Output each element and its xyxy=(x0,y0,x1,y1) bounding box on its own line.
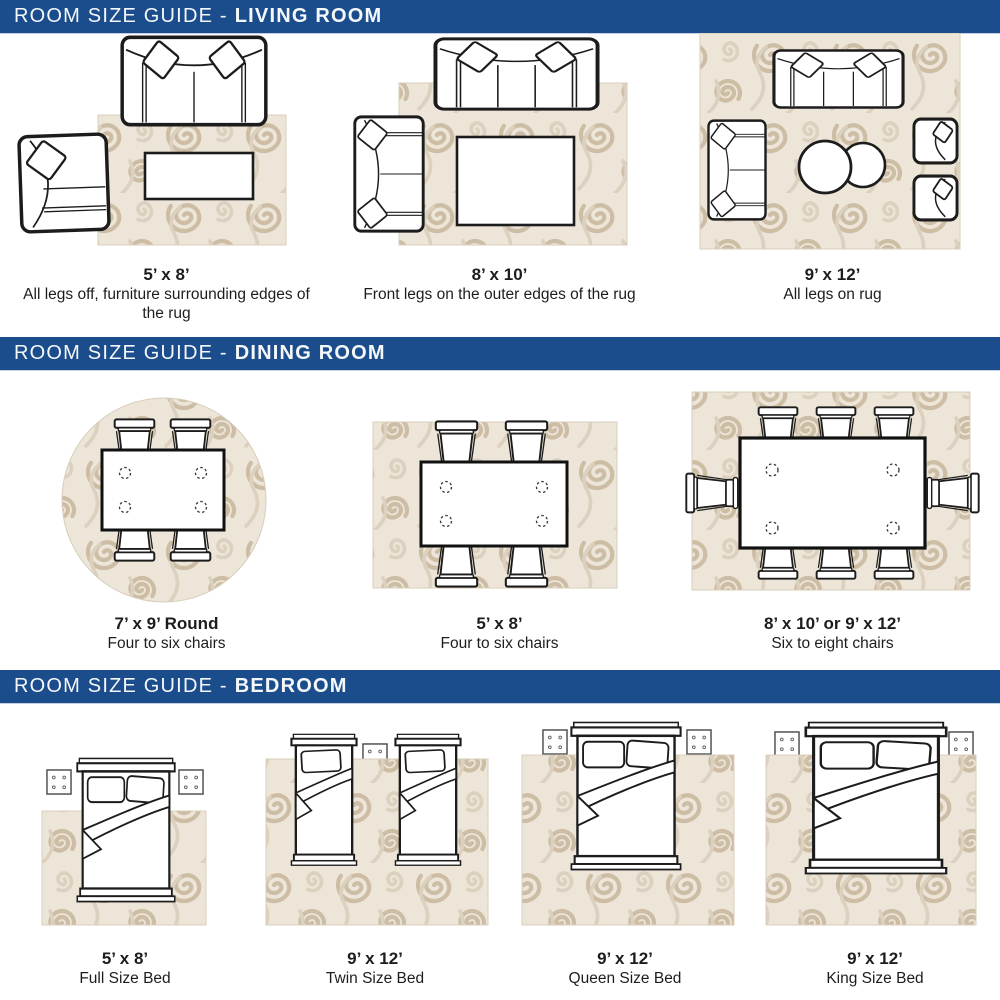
living-room-9x12-illustration xyxy=(666,33,999,261)
header-room-name: DINING ROOM xyxy=(234,342,386,364)
diagram-bedroom-twin xyxy=(250,703,500,988)
diagram-bedroom-full xyxy=(0,703,250,988)
twin-bed xyxy=(395,734,460,865)
dining-chair xyxy=(686,474,737,513)
armchair xyxy=(19,134,109,232)
armchair xyxy=(914,119,957,163)
dining-table xyxy=(102,450,224,530)
caption xyxy=(826,948,923,988)
rug-size-description: Four to six chairs xyxy=(107,635,226,652)
nightstand xyxy=(775,732,799,756)
dining-5x8-illustration xyxy=(333,370,666,610)
sofa xyxy=(122,37,266,124)
caption xyxy=(326,948,424,988)
rug-size-label: 9’ x 12’ xyxy=(847,949,903,968)
diagram-dining-7x9-round xyxy=(0,370,333,653)
caption xyxy=(440,613,558,653)
diagram-dining-5x8 xyxy=(333,370,666,653)
dining-room-header-bar xyxy=(0,337,1000,370)
rug-size-description: Queen Size Bed xyxy=(568,970,682,987)
rug-size-description: Four to six chairs xyxy=(440,635,559,652)
section-bedroom xyxy=(0,670,1000,988)
rug-size-description: Front legs on the outer edges of the rug xyxy=(363,286,636,303)
bedroom-king-illustration xyxy=(750,703,1000,945)
caption xyxy=(79,948,170,988)
rug-size-description: Full Size Bed xyxy=(79,970,171,987)
rug-size-description: Six to eight chairs xyxy=(771,635,894,652)
dining-table xyxy=(421,462,567,546)
rug-size-description: All legs on rug xyxy=(783,286,882,303)
caption xyxy=(21,264,313,323)
rug-size-label: 5’ x 8’ xyxy=(101,949,149,968)
diagram-living-room-9x12 xyxy=(666,33,999,304)
rug-size-label: 8’ x 10’ xyxy=(471,265,528,284)
nightstand xyxy=(543,730,567,754)
rug-size-description: King Size Bed xyxy=(826,970,924,987)
dining-room-diagrams-row xyxy=(0,370,1000,653)
caption xyxy=(783,264,881,304)
header-prefix: ROOM SIZE GUIDE - xyxy=(14,675,228,697)
twin-bed xyxy=(291,734,356,865)
bedroom-twin-illustration xyxy=(250,703,500,945)
diagram-bedroom-queen xyxy=(500,703,750,988)
bedroom-full-illustration xyxy=(0,703,250,945)
caption xyxy=(363,264,635,304)
sofa xyxy=(435,39,597,109)
diagram-bedroom-king xyxy=(750,703,1000,988)
coffee-table xyxy=(457,137,574,225)
loveseat xyxy=(355,117,423,231)
living-room-header-bar xyxy=(0,0,1000,33)
rug-size-label: 9’ x 12’ xyxy=(597,949,653,968)
rug-size-label: 7’ x 9’ Round xyxy=(114,614,219,633)
bedroom-queen-illustration xyxy=(500,703,750,945)
sofa xyxy=(774,51,903,108)
diagram-living-room-5x8 xyxy=(0,33,333,323)
living-room-8x10-illustration xyxy=(333,33,666,261)
round-coffee-table xyxy=(799,141,851,193)
section-dining-room xyxy=(0,337,1000,653)
caption xyxy=(764,613,901,653)
caption xyxy=(569,948,682,988)
nightstand xyxy=(687,730,711,754)
rug-size-label: 5’ x 8’ xyxy=(476,614,523,633)
rug-size-label: 9’ x 12’ xyxy=(804,265,861,284)
diagram-dining-8x10-or-9x12 xyxy=(666,370,999,653)
header-room-name: LIVING ROOM xyxy=(234,5,383,27)
loveseat xyxy=(709,121,766,220)
rug-size-label: 5’ x 8’ xyxy=(143,265,190,284)
queen-bed xyxy=(571,722,680,869)
rug-size-description: Twin Size Bed xyxy=(325,970,425,987)
dining-7x9-illustration xyxy=(0,370,333,610)
living-room-diagrams-row xyxy=(0,33,1000,323)
coffee-table xyxy=(145,153,253,199)
king-bed xyxy=(806,723,946,874)
rug-size-description: All legs off, furniture surrounding edges of the rug xyxy=(23,286,310,322)
caption xyxy=(107,613,225,653)
header-room-name: BEDROOM xyxy=(234,675,348,697)
nightstand xyxy=(949,732,973,756)
nightstand xyxy=(179,770,203,794)
section-living-room xyxy=(0,0,1000,323)
diagram-living-room-8x10 xyxy=(333,33,666,304)
bedroom-diagrams-row xyxy=(0,703,1000,988)
header-prefix: ROOM SIZE GUIDE - xyxy=(14,342,228,364)
dining-table xyxy=(740,438,925,548)
dining-chair xyxy=(927,474,978,513)
dining-8x10-illustration xyxy=(666,370,999,610)
nightstand xyxy=(47,770,71,794)
rug-size-label: 9’ x 12’ xyxy=(347,949,403,968)
armchair xyxy=(914,176,957,220)
rug-size-label: 8’ x 10’ or 9’ x 12’ xyxy=(763,614,902,633)
header-prefix: ROOM SIZE GUIDE - xyxy=(14,5,228,27)
full-bed xyxy=(77,758,175,901)
living-room-5x8-illustration xyxy=(0,33,333,261)
bedroom-header-bar xyxy=(0,670,1000,703)
